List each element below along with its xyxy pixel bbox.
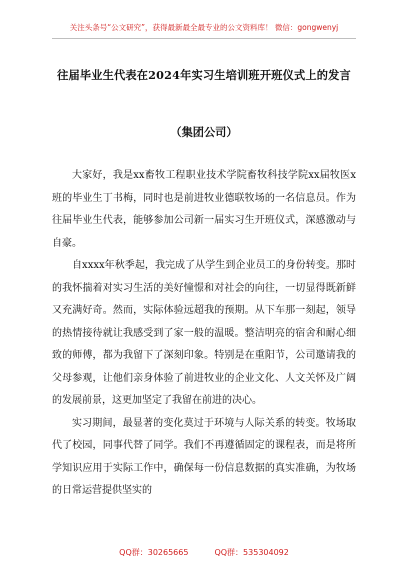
footer-qq-group-2: QQ群：535304092: [214, 548, 289, 557]
paragraph-3: 实习期间，最显著的变化莫过于环境与人际关系的转变。牧场取代了校园，同事代替了同学。我们不再遵循固定的课程表，而是将所学知识应用于实际工作中，确保每一份信息数据的真实准确，为牧场的日常运营提供坚实的: [52, 417, 356, 496]
paragraph-1: 大家好，我是xx畜牧工程职业技术学院畜牧科技学院xx届牧医x班的毕业生丁书梅，同时也是前进牧业德联牧场的一名信息员。作为往届毕业生代表，能够参加公司新一届实习生开班仪式，深感激动与自豪。: [52, 170, 356, 249]
paragraph-2: 自xxxx年秋季起，我完成了从学生到企业员工的身份转变。那时的我怀揣着对实习生活的美好憧憬和对社会的向往，一切显得既新鲜又充满好奇。然而，实际体验远超我的预期。从下车那一刻起，领导的热情接待就让我感受到了家一般的温暖。整洁明亮的宿舍和耐心细致的师傅，都为我留下了深刻印象。特别是在重阳节，公司邀请我的父母参观，让他们亲身体验了前进牧业的企业文化、人文关怀及广阔的发展前景，这更加坚定了我留在前进的决心。: [52, 260, 356, 406]
footer-qq-group-1: QQ群：30265665: [119, 548, 189, 557]
header-divider: [52, 38, 356, 39]
header-banner: 关注头条号“公文研究”，获得最新最全最专业的公文资料库！ 微信：gongwenyj: [69, 23, 339, 32]
document-title: 往届毕业生代表在2024年实习生培训班开班仪式上的发言: [57, 68, 351, 82]
footer: [0, 547, 408, 558]
document-subtitle: （集团公司）: [170, 125, 238, 139]
document-body: [52, 165, 356, 503]
